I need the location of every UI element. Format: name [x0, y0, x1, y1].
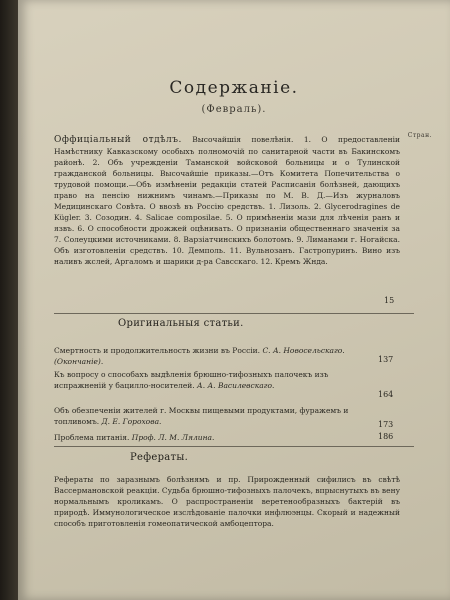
toc-entry-author: Д. Е. Горохова. [101, 417, 162, 426]
toc-entry-author: С. А. Новосельскаго. (Окончаніе). [54, 346, 345, 366]
reviews-heading: Рефераты. [130, 452, 189, 463]
toc-entry-title: Проблема питанія. [54, 433, 132, 442]
toc-entry-author: А. А. Василевскаго. [197, 381, 275, 390]
toc-entry-title: Къ вопросу о способахъ выдѣленія брюшно-тифозныхъ палочекъ изъ испражненій у бацилло-носителей. [54, 370, 329, 390]
toc-entry [54, 405, 354, 427]
official-section [54, 134, 400, 267]
page-subtitle: (Февраль). [201, 104, 267, 115]
toc-entry-page: 186 [378, 432, 394, 441]
toc-entry-page: 173 [378, 420, 394, 429]
page-title: Содержаніе. [169, 78, 299, 98]
official-heading: Оффиціальный отдѣлъ. [54, 135, 182, 145]
toc-entry [54, 432, 354, 443]
toc-entry [54, 369, 354, 391]
official-page-number: 15 [384, 296, 395, 305]
original-heading: Оригинальныя статьи. [118, 318, 244, 329]
section-divider [54, 446, 414, 447]
reviews-text: Рефераты по заразнымъ болѣзнямъ и пр. Прирожденный сифилисъ въ свѣтѣ Вассермановской реакціи. Судьба брюшно-тифозныхъ палочекъ, впрыснутыхъ въ вену нормальнымъ кроликамъ. О распространеніи веретенообразныхъ бактерій въ природѣ. Иммунологическое изслѣдованіе палочки инфлюэнцы. Скорый и надежный способъ приготовленія гомеопатической амбоцептора. [54, 475, 400, 528]
page-column-header: Стран. [407, 132, 432, 139]
toc-entry [54, 345, 354, 367]
document-page [18, 0, 450, 600]
toc-entry-author: Проф. Л. М. Лялина. [131, 433, 215, 442]
toc-entry-page: 137 [378, 355, 394, 364]
official-text: Высочайшія повелѣнія. 1. О предоставленіи Намѣстнику Кавказскому особыхъ полномочій по санитарной части въ Бакинскомъ районѣ. 2. Объ учрежденіи Таманской войсковой больницы и о Тулинской гражданской больницы. Высочайшіе приказы.—Отъ Комитета Попечительства о трудовой помощи.—Объ измѣненіи редакціи статей Расписанія болѣзней, дающихъ право на пенсію нижнимъ чинамъ.—Приказы по М. В. Д.—Изъ журналовъ Медицинскаго Совѣта. О ввозѣ въ Россію средствъ. 1. Лизоль. 2. Glycerodragines de Kügler. 3. Созодин. 4. Salicae composilae. 5. О примѣненіи мази для лѣченія ранъ и язвъ. 6. О способности дрожжей оцѣнивать. О признаніи общественнаго значенія за 7. Солеуцкими источниками. 8. Варзіатчинскихъ болотомъ. 9. Лиманами г. Ногайска. Объ изготовленіи средствъ. 10. Демполь. 11. Вульнозанъ. Гастропуринъ. Вино изъ наливъ жслей, Аргаломъ и шарики д-ра Савсскаго. 12. Кремъ Жнда. [54, 135, 401, 266]
toc-entry-title: Смертность и продолжительность жизни въ Россіи. [54, 346, 263, 355]
section-divider [54, 313, 414, 314]
toc-entry-page: 164 [378, 390, 394, 399]
toc-entry-title: Объ обезпеченіи жителей г. Москвы пищевыми продуктами, фуражемъ и топливомъ. [54, 406, 349, 426]
